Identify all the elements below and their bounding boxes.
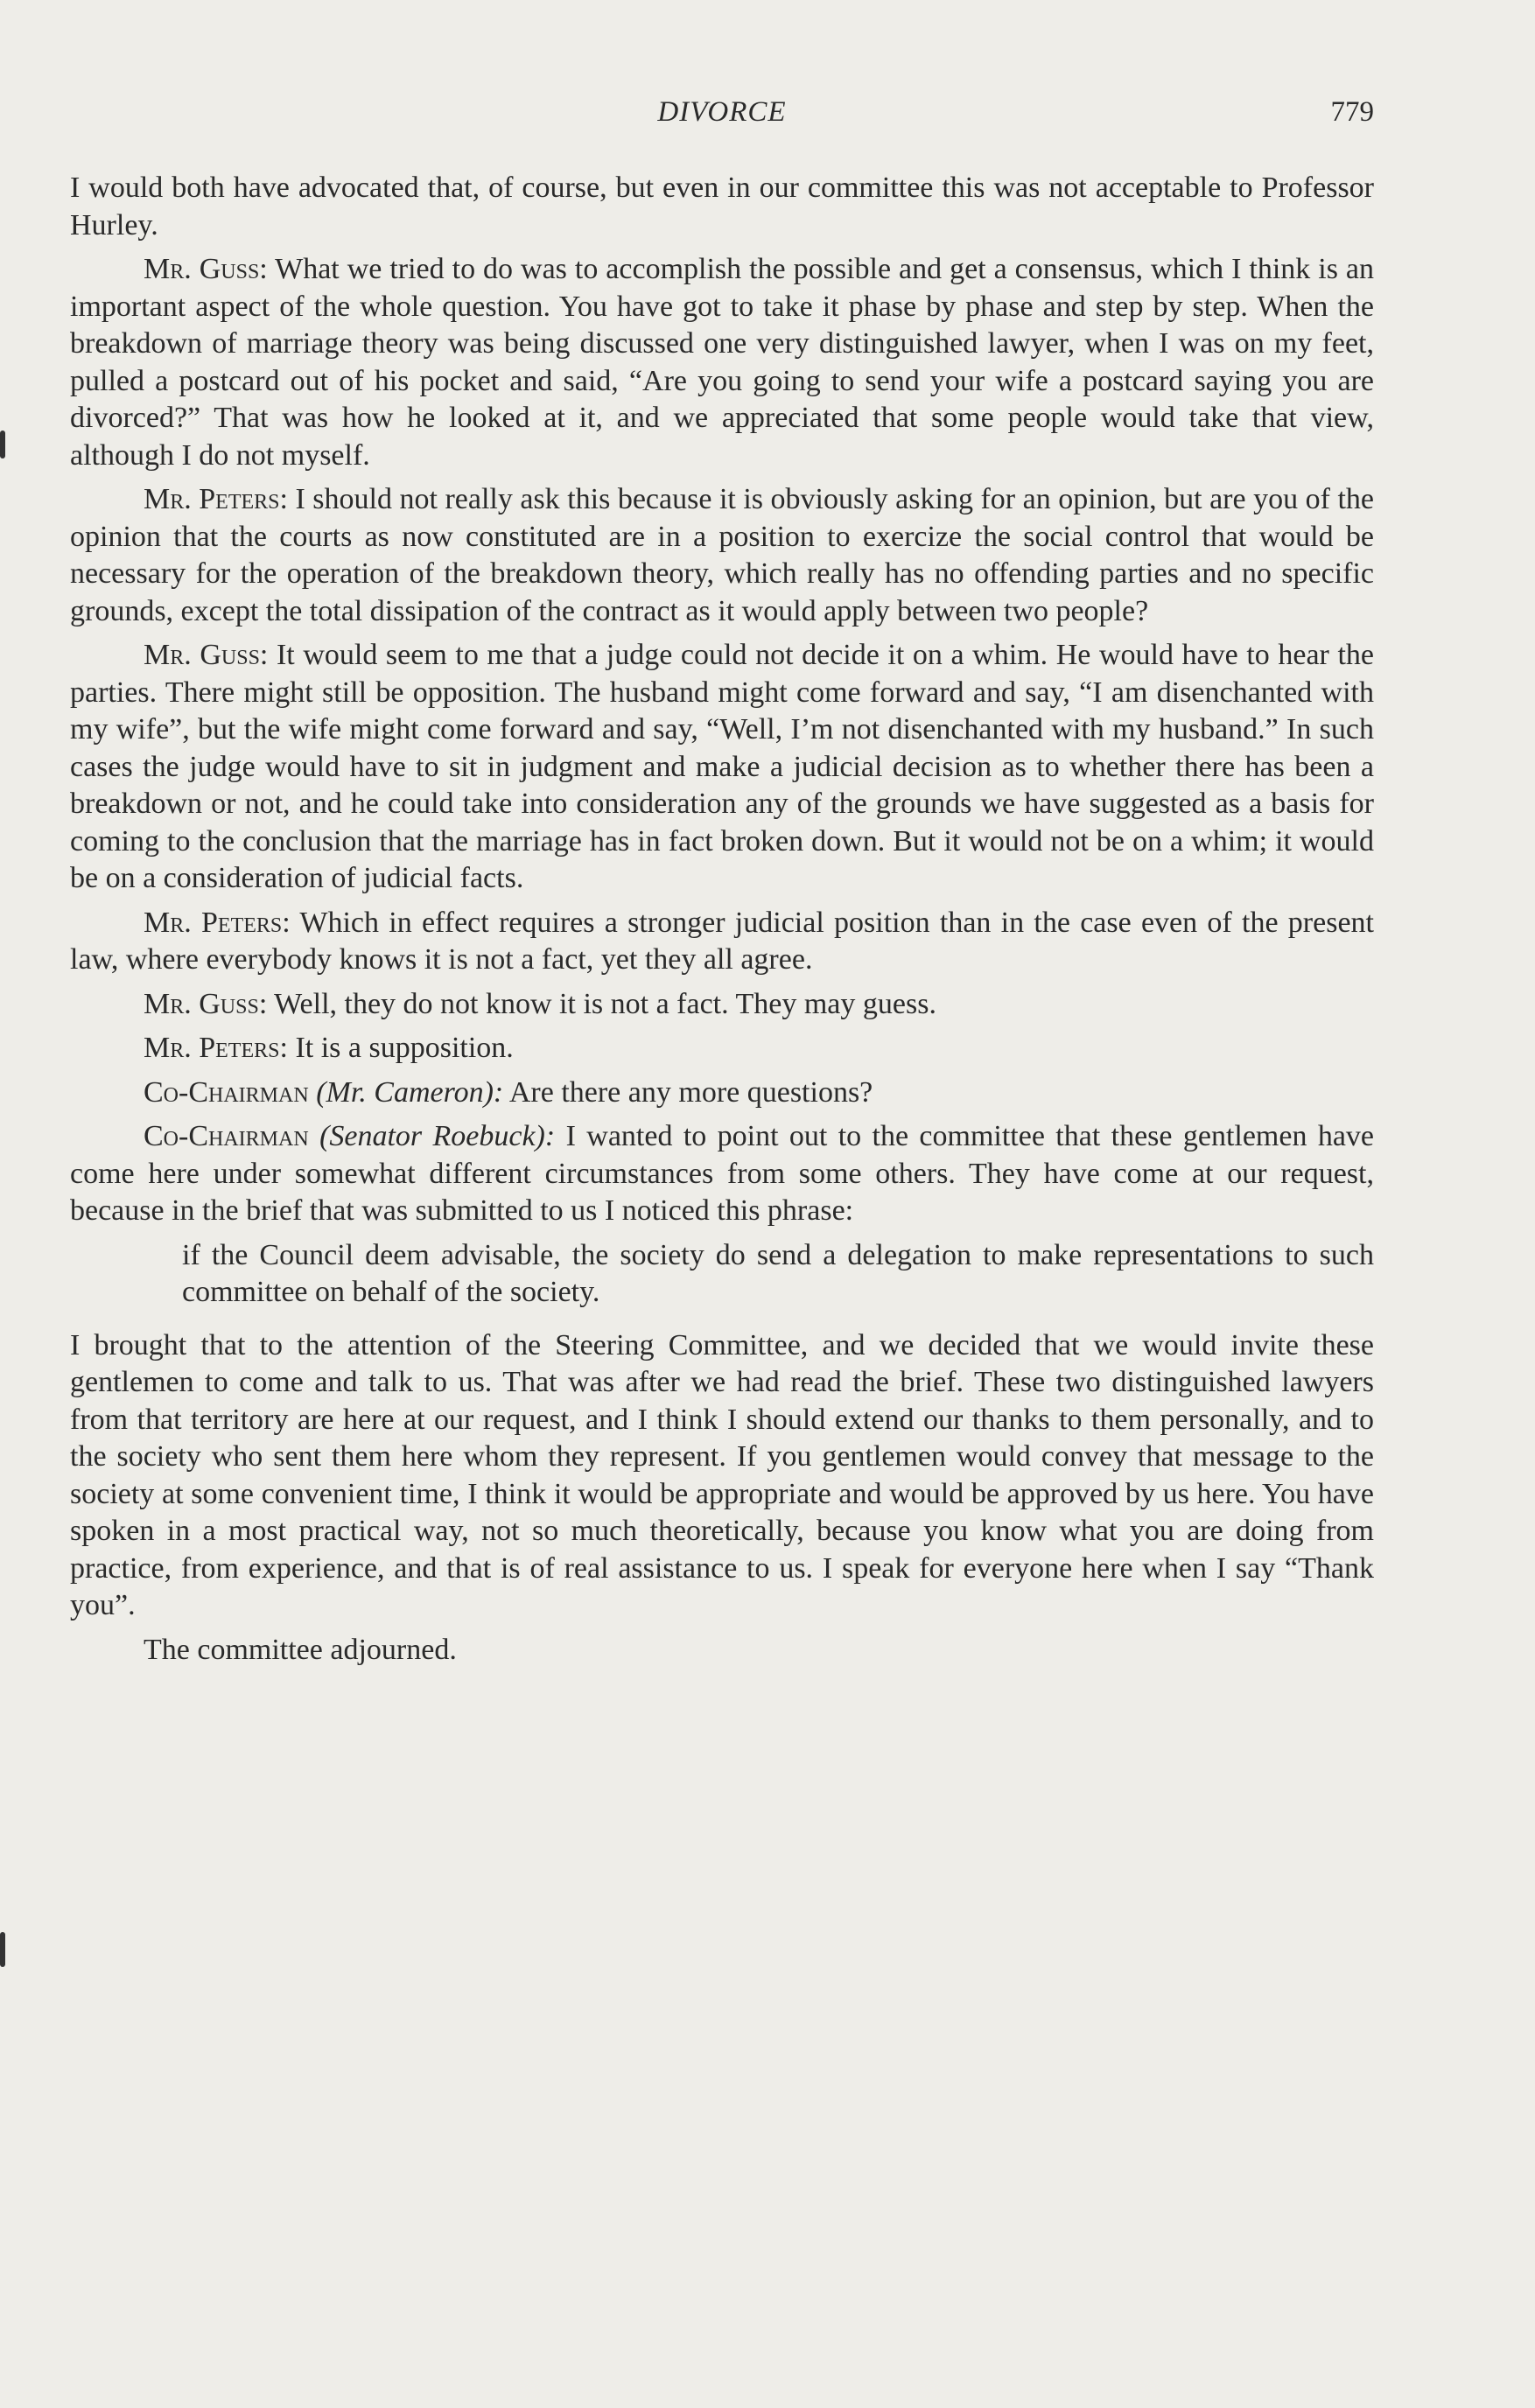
speaker: Mr. Guss: <box>144 987 268 1020</box>
paragraph-text: It is a supposition. <box>295 1032 514 1064</box>
paragraph-text: I should not really ask this because it is obviously asking for an opinion, but are you of the opinion that the courts as now constituted are in a position to exercize the social control that would be necessary for the operation of the breakdown theory, which really has no offending parties and no specific grounds, except the total dissipation of the contract as it would apply between two people? <box>70 483 1374 627</box>
paragraph-text: Well, they do not know it is not a fact. They may guess. <box>274 987 936 1020</box>
speaker-paren: (Senator Roebuck): <box>319 1120 556 1152</box>
speaker: Mr. Peters: <box>144 1032 288 1064</box>
speaker: Co-Chairman <box>144 1120 309 1152</box>
speaker: Co-Chairman <box>144 1075 309 1109</box>
paragraph-text: It would seem to me that a judge could not decide it on a whim. He would have to hear the parties. There might still be opposition. The husband might come forward and say, “I am disenchanted with my wife”, but the wife might come forward and say, “Well, I’m not disenchanted with my husband.” In such cases the judge would have to sit in judgment and make a judicial decision as to whether there has been a breakdown or not, and he could take into consideration any of the grounds we have suggested as a basis for coming to the conclusion that the marriage has in fact broken down. But it would not be on a whim; it would be on a consideration of judicial facts. <box>70 639 1374 894</box>
paragraph <box>70 905 1374 979</box>
adjourned-line: The committee adjourned. <box>144 1633 457 1666</box>
paragraph <box>70 986 1374 1024</box>
paragraph-text: I wanted to point out to the committee that these gentlemen have come here under somewhat different circumstances from some others. They have come at our request, because in the brief that was submitted to us I noticed this phrase: <box>70 1120 1375 1227</box>
block-quote: if the Council deem advisable, the society do send a delegation to make representations to such committee on behalf of the society. <box>182 1238 1374 1308</box>
paragraph <box>70 481 1374 630</box>
page-number: 779 <box>1330 96 1374 128</box>
paragraph <box>70 1074 1374 1112</box>
paragraph-text: Which in effect requires a stronger judicial position than in the case even of the present law, where everybody knows it is not a fact, yet they all agree. <box>70 906 1374 976</box>
speaker: Mr. Guss: <box>144 253 268 285</box>
page-header <box>70 91 1374 135</box>
paragraph <box>70 637 1374 898</box>
paragraph <box>70 1030 1374 1068</box>
binding-mark-top <box>0 430 5 458</box>
paragraph <box>70 251 1374 474</box>
page-body <box>70 170 1374 1676</box>
speaker-paren: (Mr. Cameron): <box>316 1075 504 1109</box>
speaker: Mr. Guss: <box>144 639 269 671</box>
closing-paragraph: I brought that to the attention of the Steering Committee, and we decided that we would invite these gentlemen to come and talk to us. That was after we had read the brief. These two distinguished lawyers from that territory are here at our request, and I think I should extend our thanks to them personally, and to the society who sent them here whom they represent. If you gentlemen would convey that message to the society at some convenient time, I think it would be appropriate and would be approved by us here. You have spoken in a most practical way, not so much theoretically, because you know what you are doing from practice, from experience, and that is of real assistance to us. I speak for everyone here when I say “Thank you”. <box>70 1328 1374 1621</box>
paragraph-text: Are there any more questions? <box>508 1075 873 1109</box>
speaker: Mr. Peters: <box>144 906 291 939</box>
paragraph <box>70 170 1374 244</box>
running-head: DIVORCE <box>657 96 787 128</box>
speaker: Mr. Peters: <box>144 483 288 515</box>
paragraph-text: I would both have advocated that, of course, but even in our committee this was not acceptable to Professor Hurley. <box>70 172 1374 242</box>
paragraph <box>70 1118 1374 1230</box>
paragraph-text: What we tried to do was to accomplish the possible and get a consensus, which I think is an important aspect of the whole question. You have got to take it phase by phase and step by step. When the breakdown of marriage theory was being discussed one very distinguished lawyer, when I was on my feet, pulled a postcard out of his pocket and said, “Are you going to send your wife a postcard saying you are divorced?” That was how he looked at it, and we appreciated that some people would take that view, although I do not myself. <box>70 253 1375 472</box>
binding-mark-bottom <box>0 1932 5 1967</box>
